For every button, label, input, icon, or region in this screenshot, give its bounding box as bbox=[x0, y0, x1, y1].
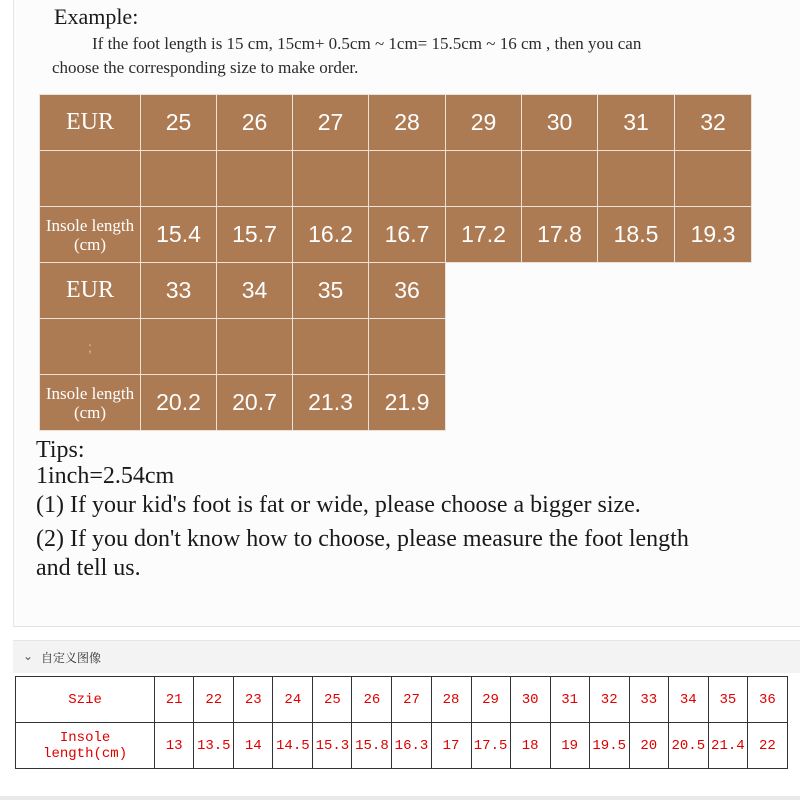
blank-row bbox=[40, 319, 446, 375]
insole-label-line1: Insole length bbox=[45, 215, 135, 235]
size-cell: 35 bbox=[293, 263, 369, 319]
size-cell: 25 bbox=[313, 677, 352, 723]
size-cell: 24 bbox=[273, 677, 313, 723]
insole-label-line1: Insole length bbox=[45, 383, 135, 403]
insole-cell: 15.3 bbox=[313, 723, 352, 769]
insole-label-line2: (cm) bbox=[73, 402, 107, 422]
insole-label-line2: (cm) bbox=[73, 234, 107, 254]
size-cell: 27 bbox=[293, 95, 369, 151]
blank-cell bbox=[217, 151, 293, 207]
insole-row bbox=[40, 207, 752, 263]
eur-label-cell: EUR bbox=[40, 263, 141, 319]
size-cell: 35 bbox=[708, 677, 747, 723]
size-cell: 33 bbox=[141, 263, 217, 319]
insole-cell: 21.4 bbox=[708, 723, 747, 769]
size-table-eur-33-36 bbox=[39, 262, 446, 431]
insole-cell: 13 bbox=[155, 723, 194, 769]
insole-cell: 21.9 bbox=[369, 375, 446, 431]
insole-cell: 17.5 bbox=[471, 723, 510, 769]
blank-cell bbox=[522, 151, 598, 207]
size-cell: 27 bbox=[392, 677, 431, 723]
insole-cell: 17.2 bbox=[446, 207, 522, 263]
section-title: 自定义图像 bbox=[41, 651, 102, 665]
insole-cell: 16.2 bbox=[293, 207, 369, 263]
blank-cell bbox=[217, 319, 293, 375]
size-cell: 22 bbox=[194, 677, 234, 723]
insole-cell: 13.5 bbox=[194, 723, 234, 769]
size-cell: 28 bbox=[369, 95, 446, 151]
insole-row bbox=[40, 375, 446, 431]
size-cell: 21 bbox=[155, 677, 194, 723]
insole-cell: 22 bbox=[747, 723, 787, 769]
tip-2-line1: (2) If you don't know how to choose, please measure the foot length bbox=[36, 526, 689, 552]
insole-cell: 20.7 bbox=[217, 375, 293, 431]
chevron-down-icon[interactable]: ⌄ bbox=[23, 649, 34, 663]
insole-label-cell bbox=[40, 375, 141, 431]
blank-cell bbox=[141, 151, 217, 207]
blank-cell bbox=[40, 151, 141, 207]
insole-cell: 19 bbox=[550, 723, 589, 769]
insole-row bbox=[16, 723, 788, 769]
blank-cell: ; bbox=[40, 319, 141, 375]
size-table-eur-25-32 bbox=[39, 94, 752, 263]
insole-cell: 18 bbox=[510, 723, 550, 769]
insole-cell: 14.5 bbox=[273, 723, 313, 769]
bottom-divider bbox=[0, 796, 800, 800]
insole-cell: 15.4 bbox=[141, 207, 217, 263]
size-cell: 30 bbox=[522, 95, 598, 151]
insole-cell: 14 bbox=[234, 723, 273, 769]
size-cell: 29 bbox=[446, 95, 522, 151]
blank-cell bbox=[598, 151, 675, 207]
blank-cell bbox=[293, 319, 369, 375]
blank-cell bbox=[446, 151, 522, 207]
size-cell: 31 bbox=[550, 677, 589, 723]
insole-cell: 19.5 bbox=[589, 723, 629, 769]
size-cell: 28 bbox=[431, 677, 471, 723]
tip-2-line2: and tell us. bbox=[36, 555, 141, 581]
blank-cell bbox=[369, 319, 446, 375]
size-row bbox=[40, 263, 446, 319]
blank-cell bbox=[141, 319, 217, 375]
size-cell: 34 bbox=[668, 677, 708, 723]
size-cell: 34 bbox=[217, 263, 293, 319]
size-cell: 29 bbox=[471, 677, 510, 723]
insole-cell: 15.7 bbox=[217, 207, 293, 263]
example-text-line1: If the foot length is 15 cm, 15cm+ 0.5cm ~ 1cm= 15.5cm ~ 16 cm , then you can bbox=[92, 34, 642, 53]
blank-cell bbox=[293, 151, 369, 207]
insole-cell: 16.7 bbox=[369, 207, 446, 263]
size-cell: 36 bbox=[747, 677, 787, 723]
insole-cell: 20.5 bbox=[668, 723, 708, 769]
tips-inch-conversion: 1inch=2.54cm bbox=[36, 463, 175, 489]
custom-image-section-header[interactable] bbox=[13, 640, 800, 673]
insole-cell: 20.2 bbox=[141, 375, 217, 431]
size-row bbox=[16, 677, 788, 723]
size-cell: 33 bbox=[629, 677, 668, 723]
insole-cell: 15.8 bbox=[352, 723, 392, 769]
size-cell: 23 bbox=[234, 677, 273, 723]
tips-title: Tips: bbox=[36, 437, 85, 463]
insole-label-cell bbox=[40, 207, 141, 263]
size-cell: 25 bbox=[141, 95, 217, 151]
tip-1: (1) If your kid's foot is fat or wide, please choose a bigger size. bbox=[36, 492, 641, 518]
blank-cell bbox=[675, 151, 752, 207]
size-row bbox=[40, 95, 752, 151]
blank-row bbox=[40, 151, 752, 207]
size-label-cell: Szie bbox=[16, 677, 155, 723]
insole-label-cell: Insole length(cm) bbox=[16, 723, 155, 769]
insole-cell: 19.3 bbox=[675, 207, 752, 263]
size-cell: 26 bbox=[217, 95, 293, 151]
example-title: Example: bbox=[54, 4, 139, 29]
example-text-line2: choose the corresponding size to make order. bbox=[52, 58, 359, 77]
size-cell: 32 bbox=[589, 677, 629, 723]
insole-cell: 18.5 bbox=[598, 207, 675, 263]
size-cell: 31 bbox=[598, 95, 675, 151]
insole-cell: 17.8 bbox=[522, 207, 598, 263]
size-cell: 30 bbox=[510, 677, 550, 723]
size-cell: 36 bbox=[369, 263, 446, 319]
size-table-21-36 bbox=[15, 676, 788, 769]
eur-label-cell: EUR bbox=[40, 95, 141, 151]
insole-cell: 21.3 bbox=[293, 375, 369, 431]
insole-cell: 20 bbox=[629, 723, 668, 769]
insole-cell: 16.3 bbox=[392, 723, 431, 769]
size-cell: 32 bbox=[675, 95, 752, 151]
insole-cell: 17 bbox=[431, 723, 471, 769]
size-cell: 26 bbox=[352, 677, 392, 723]
blank-cell bbox=[369, 151, 446, 207]
